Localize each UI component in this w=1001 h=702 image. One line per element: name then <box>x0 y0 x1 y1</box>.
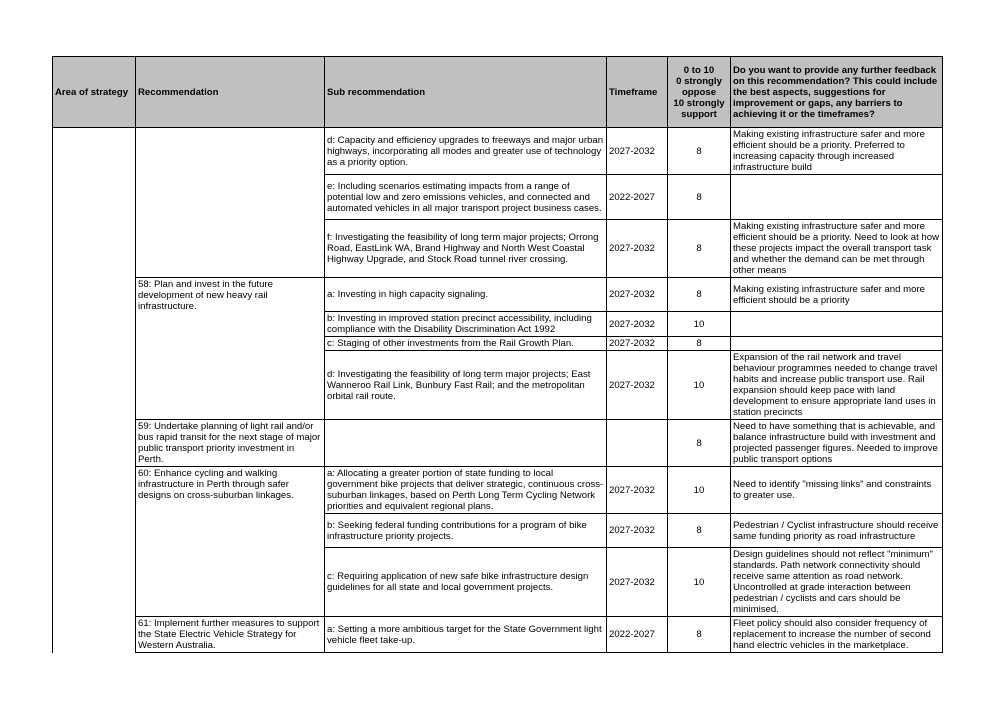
feedback-cell <box>731 175 943 220</box>
header-feedback: Do you want to provide any further feedback on this recommendation? This could include the best aspects, suggestions for improvement or gaps, any barriers to achieving it or the timeframes? <box>731 57 943 128</box>
sub-recommendation-cell: a: Investing in high capacity signaling. <box>325 278 607 312</box>
score-cell: 8 <box>668 514 731 548</box>
timeframe-cell: 2027-2032 <box>607 514 668 548</box>
score-cell: 8 <box>668 220 731 278</box>
timeframe-cell: 2027-2032 <box>607 128 668 175</box>
table-row <box>53 278 943 312</box>
header-score: 0 to 10 0 strongly oppose 10 strongly support <box>668 57 731 128</box>
feedback-cell: Need to identify "missing links" and constraints to greater use. <box>731 467 943 514</box>
strategy-feedback-table <box>52 56 943 653</box>
recommendation-cell: 58: Plan and invest in the future development of new heavy rail infrastructure. <box>136 278 325 420</box>
timeframe-cell: 2027-2032 <box>607 548 668 617</box>
recommendation-cell <box>136 128 325 278</box>
table-row <box>53 617 943 653</box>
feedback-cell: Design guidelines should not reflect "minimum" standards. Path network connectivity should receive same attention as road network. Uncontrolled at grade interaction between pedestrian / cyclists and cars should be minimised. <box>731 548 943 617</box>
feedback-cell: Making existing infrastructure safer and more efficient should be a priority. Preferred to increasing capacity through increased infrastructure build <box>731 128 943 175</box>
header-area-of-strategy: Area of strategy <box>53 57 136 128</box>
timeframe-cell <box>607 420 668 467</box>
sub-recommendation-cell: c: Staging of other investments from the Rail Growth Plan. <box>325 337 607 351</box>
timeframe-cell: 2027-2032 <box>607 312 668 337</box>
feedback-cell: Pedestrian / Cyclist infrastructure should receive same funding priority as road infrastructure <box>731 514 943 548</box>
score-cell: 8 <box>668 420 731 467</box>
sub-recommendation-cell: d: Investigating the feasibility of long term major projects; East Wanneroo Rail Link, Bunbury Fast Rail; and the metropolitan orbital rail route. <box>325 351 607 420</box>
header-row <box>53 57 943 128</box>
score-cell: 10 <box>668 351 731 420</box>
score-cell: 8 <box>668 175 731 220</box>
table-row <box>53 420 943 467</box>
feedback-cell: Fleet policy should also consider frequency of replacement to increase the number of second hand electric vehicles in the marketplace. <box>731 617 943 653</box>
timeframe-cell: 2027-2032 <box>607 278 668 312</box>
sub-recommendation-cell: a: Allocating a greater portion of state funding to local government bike projects that deliver strategic, continuous cross-suburban linkages, based on Perth Long Term Cycling Network priorities and equivalent regional plans. <box>325 467 607 514</box>
score-cell: 10 <box>668 467 731 514</box>
sub-recommendation-cell: c: Requiring application of new safe bike infrastructure design guidelines for all state and local government projects. <box>325 548 607 617</box>
sub-recommendation-cell: f: Investigating the feasibility of long term major projects; Orrong Road, EastLink WA, Brand Highway and North West Coastal Highway Upgrade, and Stock Road tunnel river crossing. <box>325 220 607 278</box>
timeframe-cell: 2022-2027 <box>607 617 668 653</box>
sub-recommendation-cell: e: Including scenarios estimating impacts from a range of potential low and zero emissions vehicles, and connected and automated vehicles in all major transport project business cases. <box>325 175 607 220</box>
timeframe-cell: 2027-2032 <box>607 351 668 420</box>
area-of-strategy-cell <box>53 128 136 653</box>
feedback-cell: Making existing infrastructure safer and more efficient should be a priority <box>731 278 943 312</box>
sub-recommendation-cell: b: Seeking federal funding contributions for a program of bike infrastructure priority projects. <box>325 514 607 548</box>
recommendation-cell: 61: Implement further measures to support the State Electric Vehicle Strategy for Western Australia. <box>136 617 325 653</box>
timeframe-cell: 2022-2027 <box>607 175 668 220</box>
feedback-cell <box>731 337 943 351</box>
sub-recommendation-cell: a: Setting a more ambitious target for the State Government light vehicle fleet take-up. <box>325 617 607 653</box>
header-recommendation: Recommendation <box>136 57 325 128</box>
timeframe-cell: 2027-2032 <box>607 220 668 278</box>
table-row <box>53 467 943 514</box>
timeframe-cell: 2027-2032 <box>607 467 668 514</box>
feedback-cell: Expansion of the rail network and travel behaviour programmes needed to change travel habits and increase public transport use. Rail expansion should keep pace with land development to ensure appropriate land uses in station precincts <box>731 351 943 420</box>
sub-recommendation-cell <box>325 420 607 467</box>
sub-recommendation-cell: d: Capacity and efficiency upgrades to freeways and major urban highways, incorporating all modes and greater use of technology as a priority option. <box>325 128 607 175</box>
score-cell: 10 <box>668 548 731 617</box>
feedback-cell: Need to have something that is achievable, and balance infrastructure build with investment and projected passenger figures. Needed to improve public transport options <box>731 420 943 467</box>
sub-recommendation-cell: b: Investing in improved station precinct accessibility, including compliance with the Disability Discrimination Act 1992 <box>325 312 607 337</box>
score-cell: 8 <box>668 278 731 312</box>
score-cell: 8 <box>668 617 731 653</box>
recommendation-cell: 59: Undertake planning of light rail and/or bus rapid transit for the next stage of major public transport priority investment in Perth. <box>136 420 325 467</box>
score-cell: 8 <box>668 337 731 351</box>
feedback-cell: Making existing infrastructure safer and more efficient should be a priority. Need to look at how these projects impact the overall transport task and whether the demand can be met through other means <box>731 220 943 278</box>
score-cell: 10 <box>668 312 731 337</box>
table-row <box>53 128 943 175</box>
recommendation-cell: 60: Enhance cycling and walking infrastructure in Perth through safer designs on cross-suburban linkages. <box>136 467 325 617</box>
feedback-cell <box>731 312 943 337</box>
header-sub-recommendation: Sub recommendation <box>325 57 607 128</box>
score-cell: 8 <box>668 128 731 175</box>
timeframe-cell: 2027-2032 <box>607 337 668 351</box>
header-timeframe: Timeframe <box>607 57 668 128</box>
